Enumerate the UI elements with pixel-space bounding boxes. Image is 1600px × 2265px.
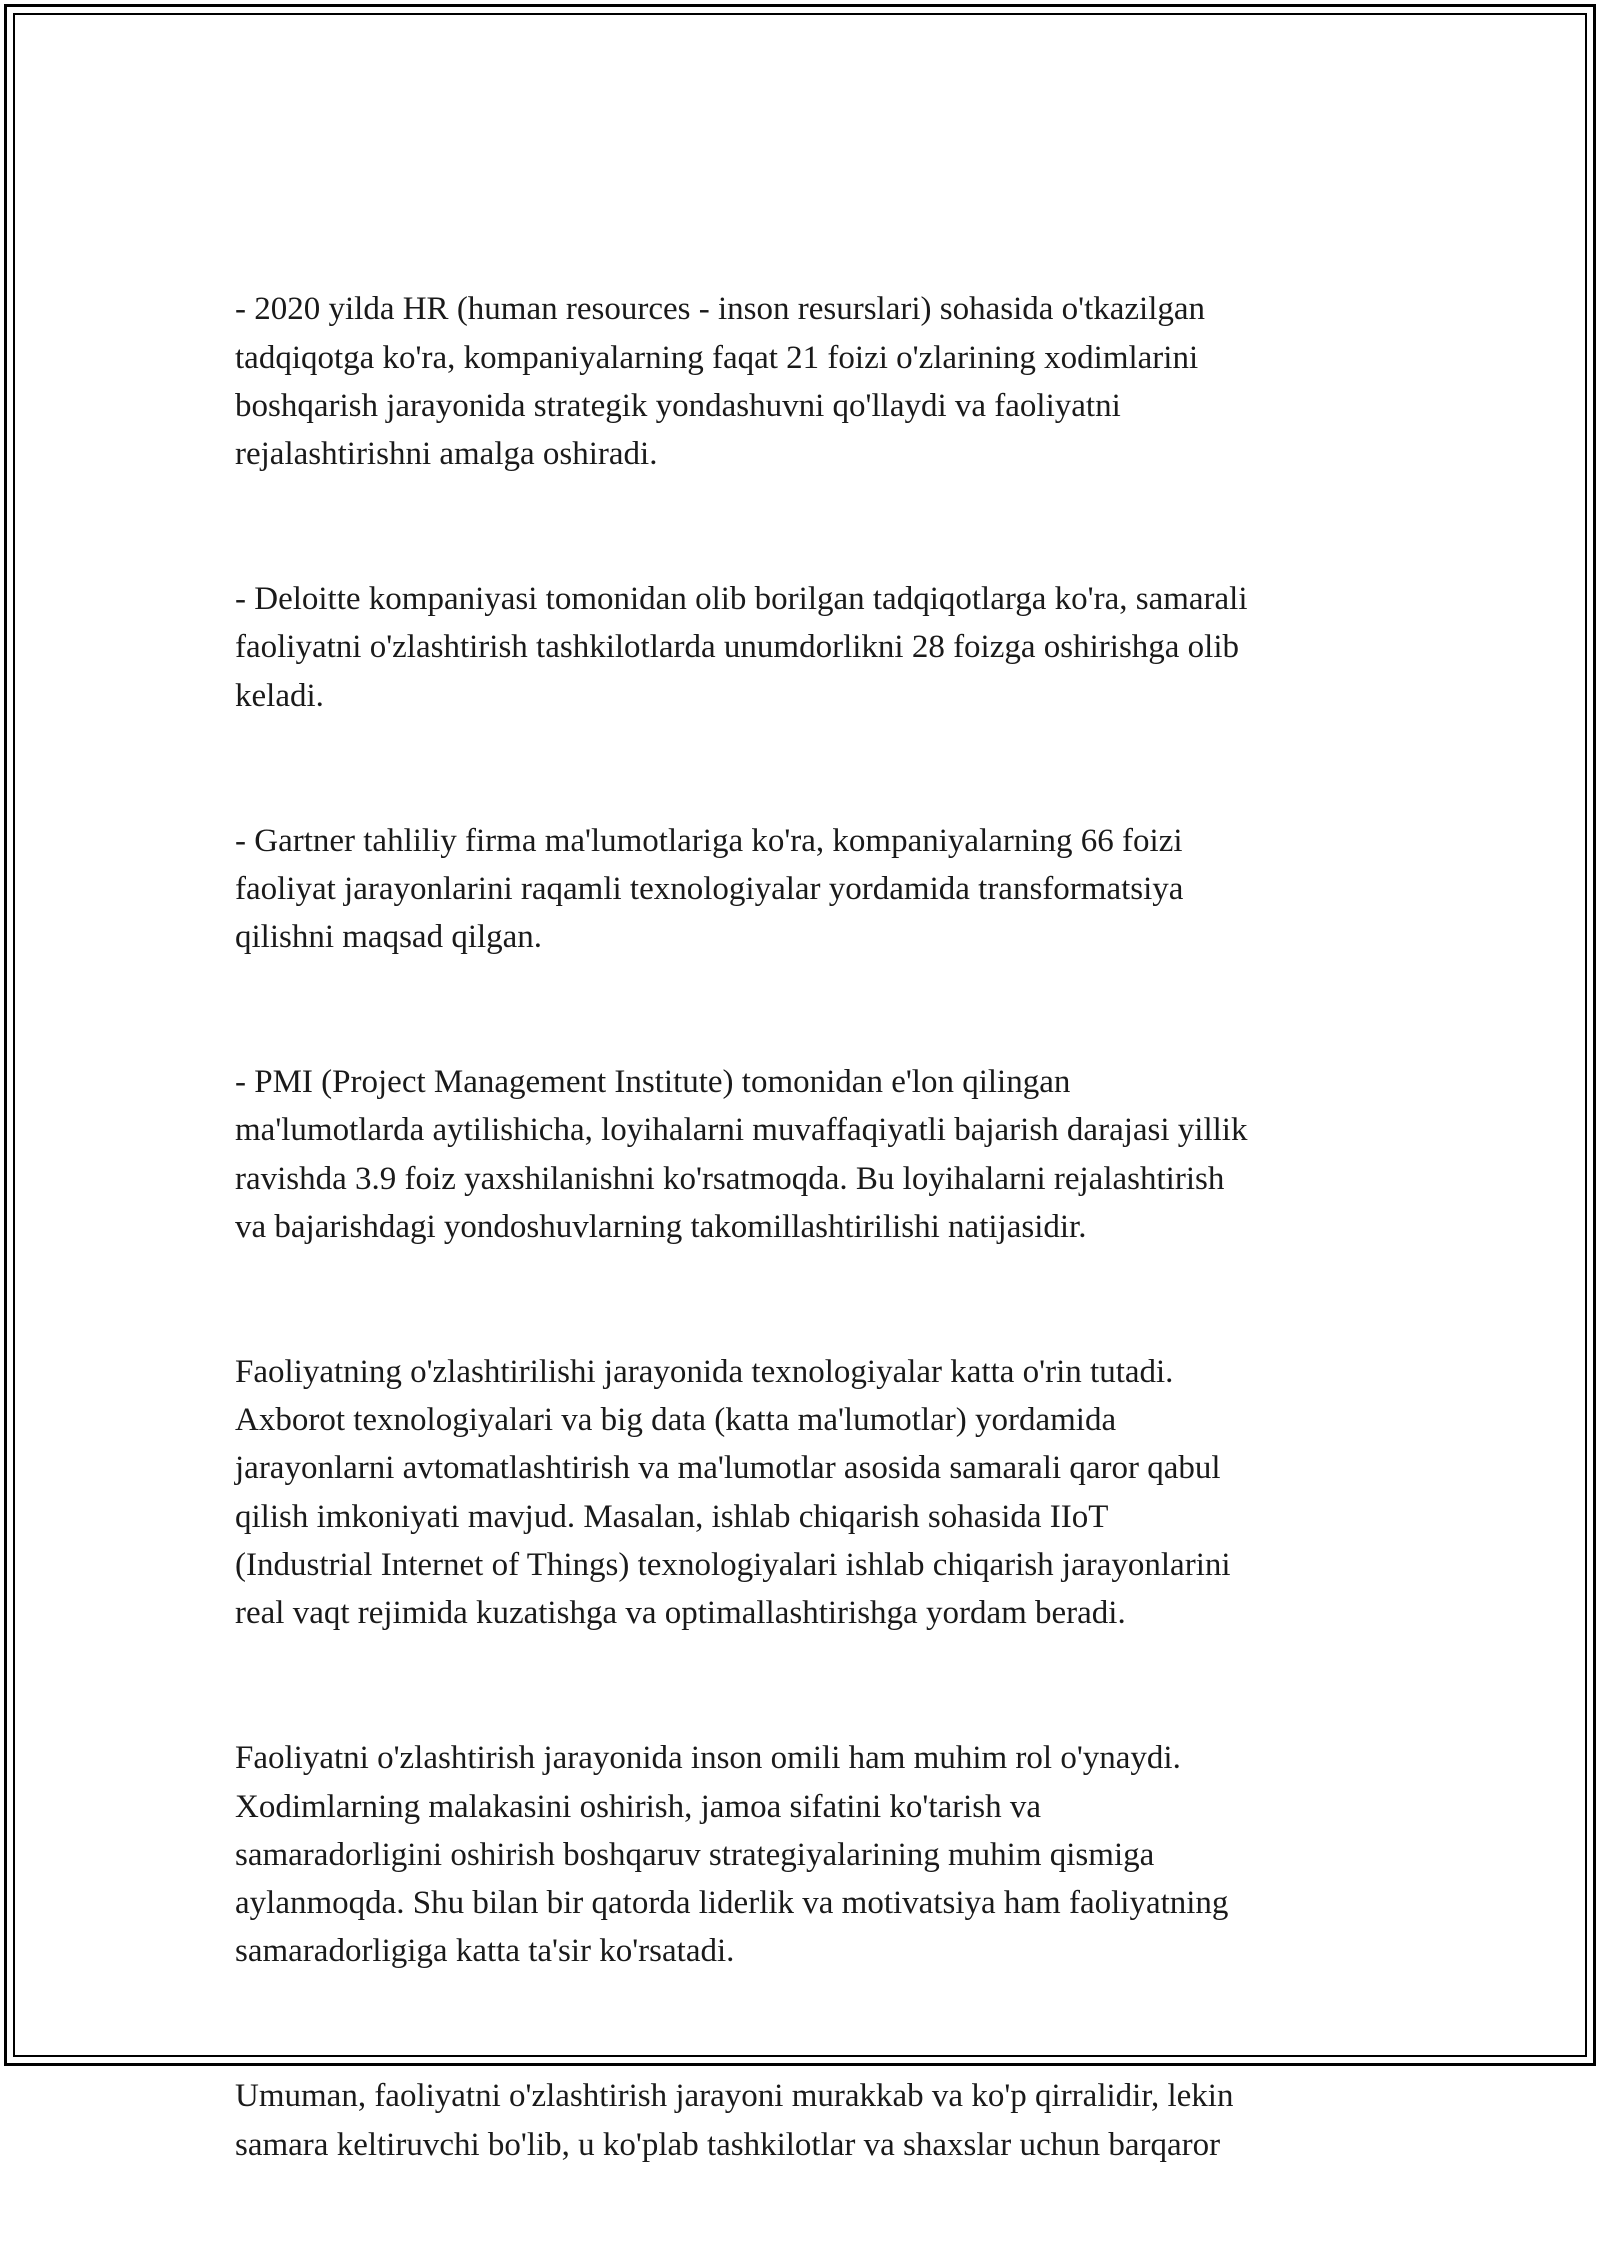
paragraph-gartner: - Gartner tahliliy firma ma'lumotlariga ko'ra, kompaniyalarning 66 foizi faoliyat jarayonlarini raqamli texnologiyalar yordamida transformatsiya qilishni maqsad qilgan. xyxy=(235,822,1184,956)
paragraph-human-factor: Faoliyatni o'zlashtirish jarayonida inson omili ham muhim rol o'ynaydi. Xodimlarning malakasini oshirish, jamoa sifatini ko'tarish va samaradorligini oshirish boshqaruv strategiyalarining muhim qismiga aylanmoqda. Shu bilan bir qatorda liderlik va motivatsiya ham faoliyatning samaradorligiga katta ta'sir ko'rsatadi. xyxy=(235,1740,1229,1970)
paragraph-pmi: - PMI (Project Management Institute) tomonidan e'lon qilingan ma'lumotlarda aytilishicha, loyihalarni muvaffaqiyatli bajarish darajasi yillik ravishda 3.9 foiz yaxshilanishni ko'rsatmoqda. Bu loyihalarni rejalashtirish va bajarishdagi yondoshuvlarning takomillashtirilishi natijasidir. xyxy=(235,1064,1248,1245)
paragraph-hr-survey: - 2020 yilda HR (human resources - inson resurslari) sohasida o'tkazilgan tadqiqotga ko'ra, kompaniyalarning faqat 21 foizi o'zlarining xodimlarini boshqarish jarayonida strategik yondashuvni qo'llaydi va faoliyatni rejalashtirishni amalga oshiradi. xyxy=(235,291,1206,473)
paragraph-conclusion: Umuman, faoliyatni o'zlashtirish jarayoni murakkab va ko'p qirralidir, lekin samara keltiruvchi bo'lib, u ko'plab tashkilotlar va shaxslar uchun barqaror xyxy=(235,2078,1234,2163)
paragraph-deloitte: - Deloitte kompaniyasi tomonidan olib borilgan tadqiqotlarga ko'ra, samarali faoliyatni o'zlashtirish tashkilotlarda unumdorlikni 28 foizga oshirishga olib keladi. xyxy=(235,581,1248,714)
document-body xyxy=(235,237,1375,2265)
paragraph-technologies: Faoliyatning o'zlashtirilishi jarayonida texnologiyalar katta o'rin tutadi. Axborot texnologiyalari va big data (katta ma'lumotlar) yordamida jarayonlarni avtomatlashtirish va ma'lumotlar asosida samarali qaror qabul qilish imkoniyati mavjud. Masalan, ishlab chiqarish sohasida IIoT (Industrial Internet of Things) texnologiyalari ishlab chiqarish jarayonlarini real vaqt rejimida kuzatishga va optimallashtirishga yordam beradi. xyxy=(235,1353,1231,1632)
